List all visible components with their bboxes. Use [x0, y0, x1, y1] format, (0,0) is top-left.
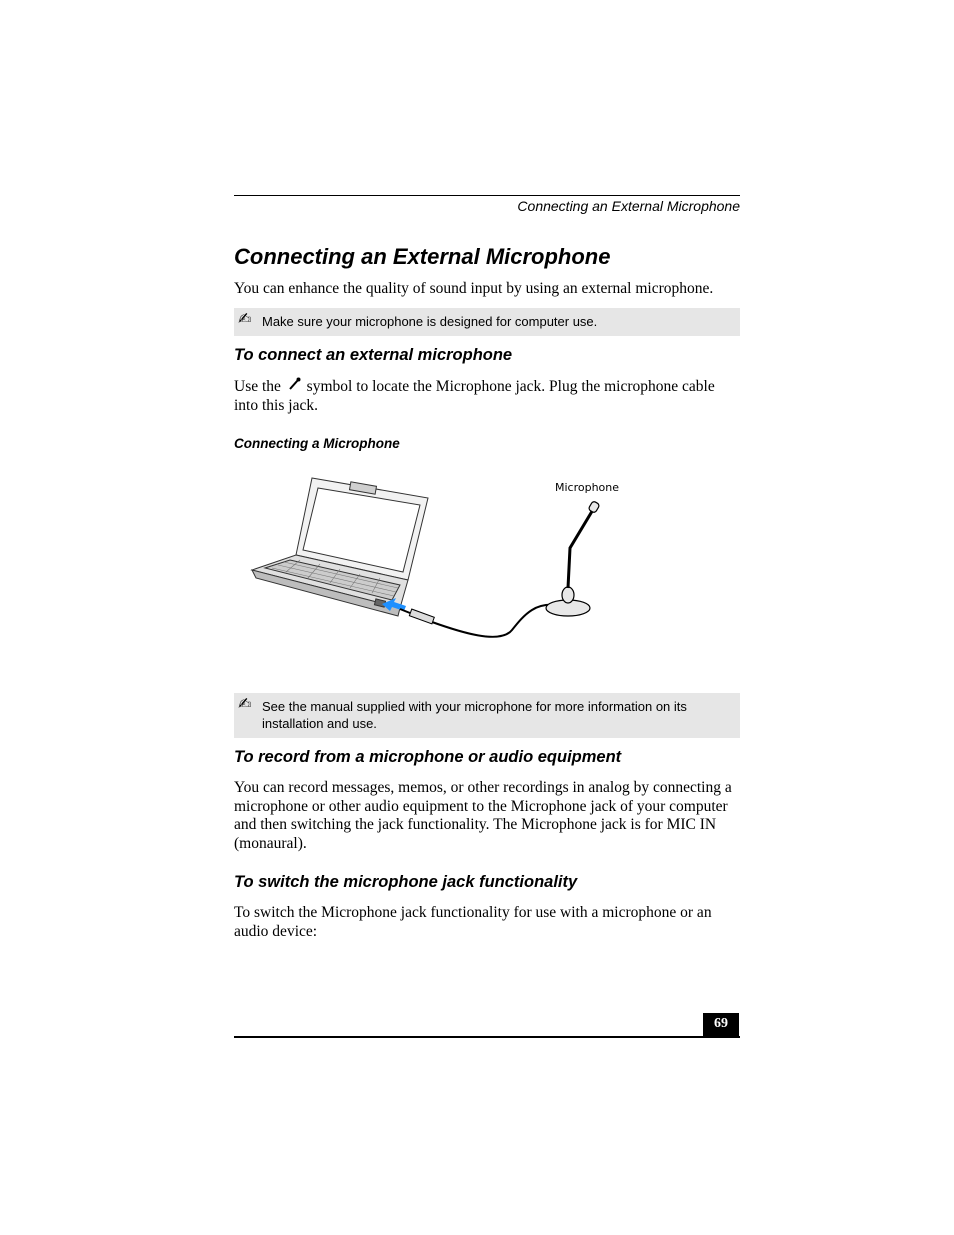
running-head: Connecting an External Microphone	[517, 198, 740, 214]
note-pencil-icon: ✍	[238, 309, 252, 328]
switch-paragraph: To switch the Microphone jack functionality for use with a microphone or an audio device:	[234, 904, 712, 940]
note-pencil-icon: ✍	[238, 694, 252, 713]
laptop-microphone-illustration	[250, 470, 650, 650]
connect-paragraph	[234, 377, 740, 415]
plug-icon	[400, 609, 434, 624]
page-number: 69	[703, 1013, 739, 1037]
section-heading-connect: To connect an external microphone	[234, 346, 513, 364]
footer-rule	[234, 1036, 740, 1038]
connect-text-end: symbol to locate the Microphone jack. Plug the microphone cable into this jack.	[234, 378, 715, 414]
note-text: Make sure your microphone is designed for computer use.	[262, 314, 598, 329]
cable-icon	[432, 605, 562, 637]
note-box	[234, 308, 740, 336]
microphone-label: Microphone	[555, 481, 620, 494]
note-box	[234, 693, 740, 738]
page-title: Connecting an External Microphone	[234, 244, 611, 269]
microphone-icon	[546, 501, 600, 616]
microphone-symbol-icon	[285, 377, 303, 397]
record-paragraph: You can record messages, memos, or other recordings in analog by connecting a microphone or other audio equipment to the Microphone jack of your computer and then switching the jack functionality. The Microphone jack is for MIC IN (monaural).	[234, 779, 732, 852]
section-heading-record: To record from a microphone or audio equipment	[234, 748, 622, 766]
section-heading-switch: To switch the microphone jack functionality	[234, 873, 578, 891]
note-text: See the manual supplied with your microphone for more information on its installation and use.	[262, 699, 687, 731]
intro-paragraph: You can enhance the quality of sound input by using an external microphone.	[234, 280, 714, 297]
laptop-icon	[252, 478, 428, 616]
connect-text-start: Use the	[234, 378, 281, 395]
header-rule	[234, 195, 740, 196]
figure-caption: Connecting a Microphone	[234, 436, 400, 451]
